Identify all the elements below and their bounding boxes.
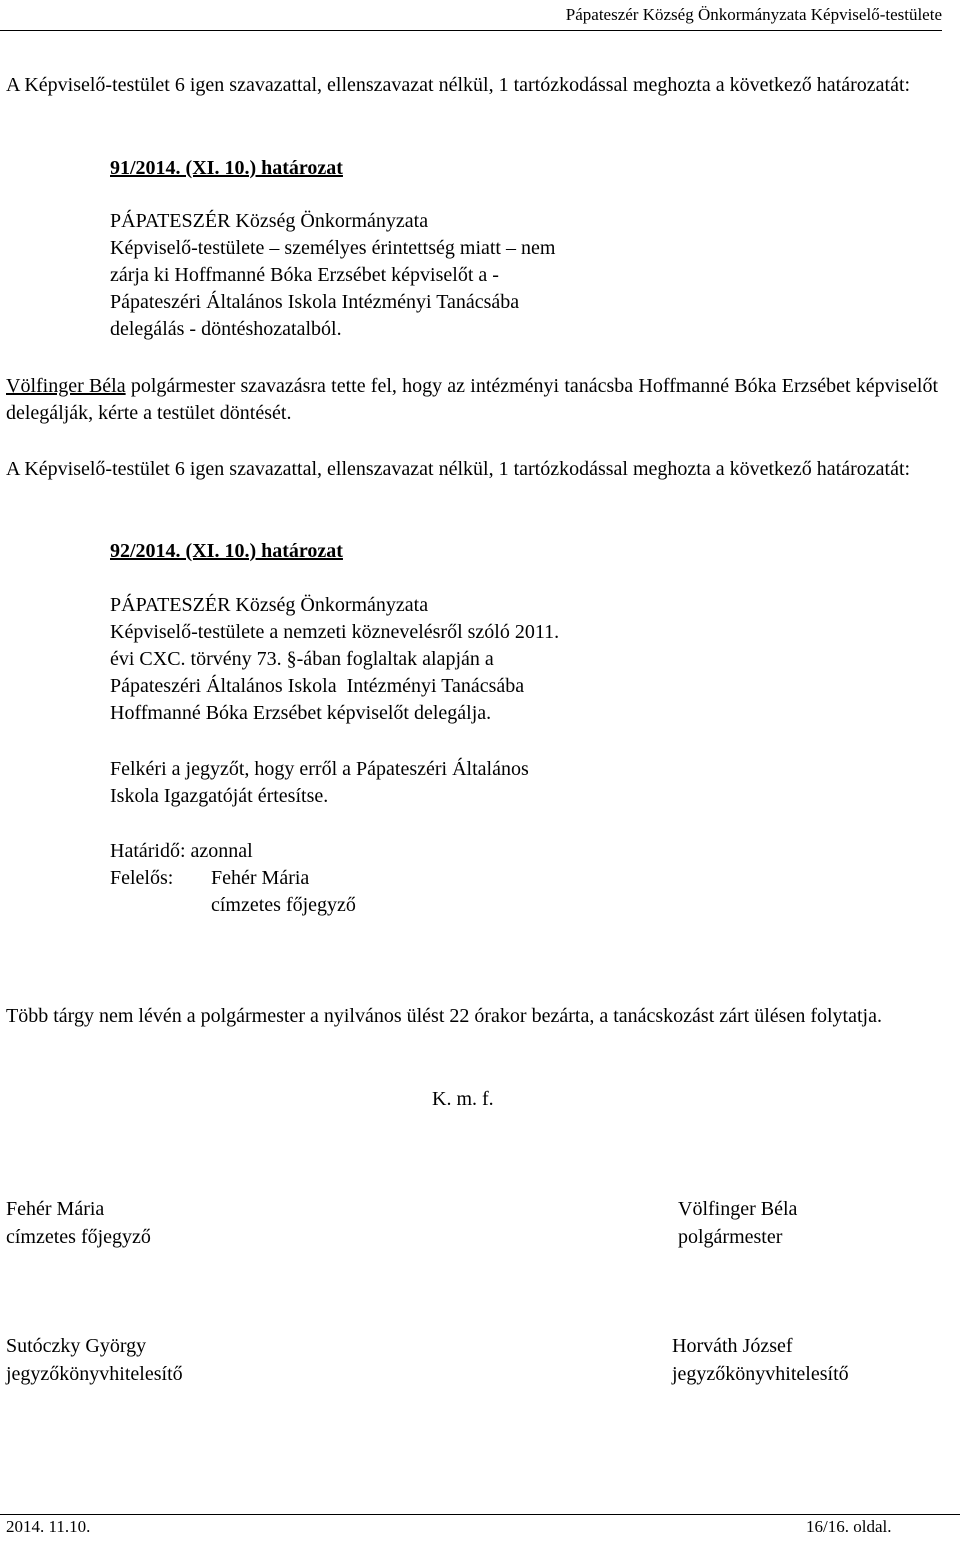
request-line: Felkéri a jegyzőt, hogy erről a Pápateszéri Általános (110, 758, 529, 780)
signature-name: Sutóczky György (6, 1335, 147, 1357)
footer-divider (0, 1514, 960, 1515)
resolution-92-body (110, 592, 670, 727)
resolution-91-title: 91/2014. (XI. 10.) határozat (110, 157, 343, 179)
footer-date: 2014. 11.10. (6, 1517, 91, 1536)
signature-block (6, 1195, 151, 1251)
signature-name: Völfinger Béla (678, 1198, 798, 1220)
resolution-91-line: delegálás - döntéshozatalból. (110, 318, 342, 340)
resolution-91-line: zárja ki Hoffmanné Bóka Erzsébet képviselőt a - (110, 264, 499, 286)
resolution-91-line: Pápateszéri Általános Iskola Intézményi Tanácsába (110, 291, 520, 313)
header-title: Pápateszér Község Önkormányzata Képviselő-testülete (565, 5, 942, 24)
footer-page-number: 16/16. oldal. (806, 1517, 892, 1536)
responsible-title: címzetes főjegyző (211, 894, 356, 916)
deadline: Határidő: azonnal (110, 840, 253, 862)
proposal-text: polgármester szavazásra tette fel, hogy az intézményi tanácsba Hoffmanné Bóka Erzsébet képviselőt delegálják, kérte a testület döntését. (6, 375, 939, 424)
resolution-92-title: 92/2014. (XI. 10.) határozat (110, 540, 343, 562)
responsible-label: Felelős: (110, 867, 174, 889)
resolution-91-body (110, 208, 670, 343)
resolution-92-line: PÁPATESZÉR Község Önkormányzata (110, 594, 429, 616)
resolution-92-line: évi CXC. törvény 73. §-ában foglaltak alapján a (110, 648, 494, 670)
resolution-92-number (110, 538, 343, 565)
signature-block (672, 1332, 849, 1388)
resolution-91-line: Képviselő-testülete – személyes érintettség miatt – nem (110, 237, 556, 259)
proposal-paragraph (6, 373, 938, 427)
signature-block (6, 1332, 183, 1388)
resolution-92-request (110, 756, 670, 810)
request-line: Iskola Igazgatóját értesítse. (110, 785, 329, 807)
signature-role: jegyzőkönyvhitelesítő (672, 1363, 849, 1385)
signature-name: Horváth József (672, 1335, 793, 1357)
signature-name: Fehér Mária (6, 1198, 105, 1220)
signature-role: jegyzőkönyvhitelesítő (6, 1363, 183, 1385)
closing-paragraph: Több tárgy nem lévén a polgármester a nyilvános ülést 22 órakor bezárta, a tanácskozást zárt ülésen folytatja. (6, 1005, 882, 1027)
resolution-91-number (110, 155, 343, 182)
signature-block (678, 1195, 797, 1251)
vote-intro-2: A Képviselő-testület 6 igen szavazattal, ellenszavazat nélkül, 1 tartózkodással meghozta a következő határozatát: (6, 458, 911, 480)
signature-role: címzetes főjegyző (6, 1226, 151, 1248)
resolution-92-line: Hoffmanné Bóka Erzsébet képviselőt delegálja. (110, 702, 492, 724)
resolution-92-line: Képviselő-testülete a nemzeti köznevelésről szóló 2011. (110, 621, 560, 643)
resolution-92-line: Pápateszéri Általános Iskola Intézményi Tanácsába (110, 675, 525, 697)
resolution-91-line: PÁPATESZÉR Község Önkormányzata (110, 210, 429, 232)
mayor-name: Völfinger Béla (6, 375, 126, 397)
kmf-label: K. m. f. (432, 1088, 494, 1110)
responsible-name: Fehér Mária (211, 867, 310, 889)
vote-intro-1: A Képviselő-testület 6 igen szavazattal, ellenszavazat nélkül, 1 tartózkodással meghozta a következő határozatát: (6, 74, 911, 96)
page-header (0, 0, 942, 31)
signature-role: polgármester (678, 1226, 783, 1248)
